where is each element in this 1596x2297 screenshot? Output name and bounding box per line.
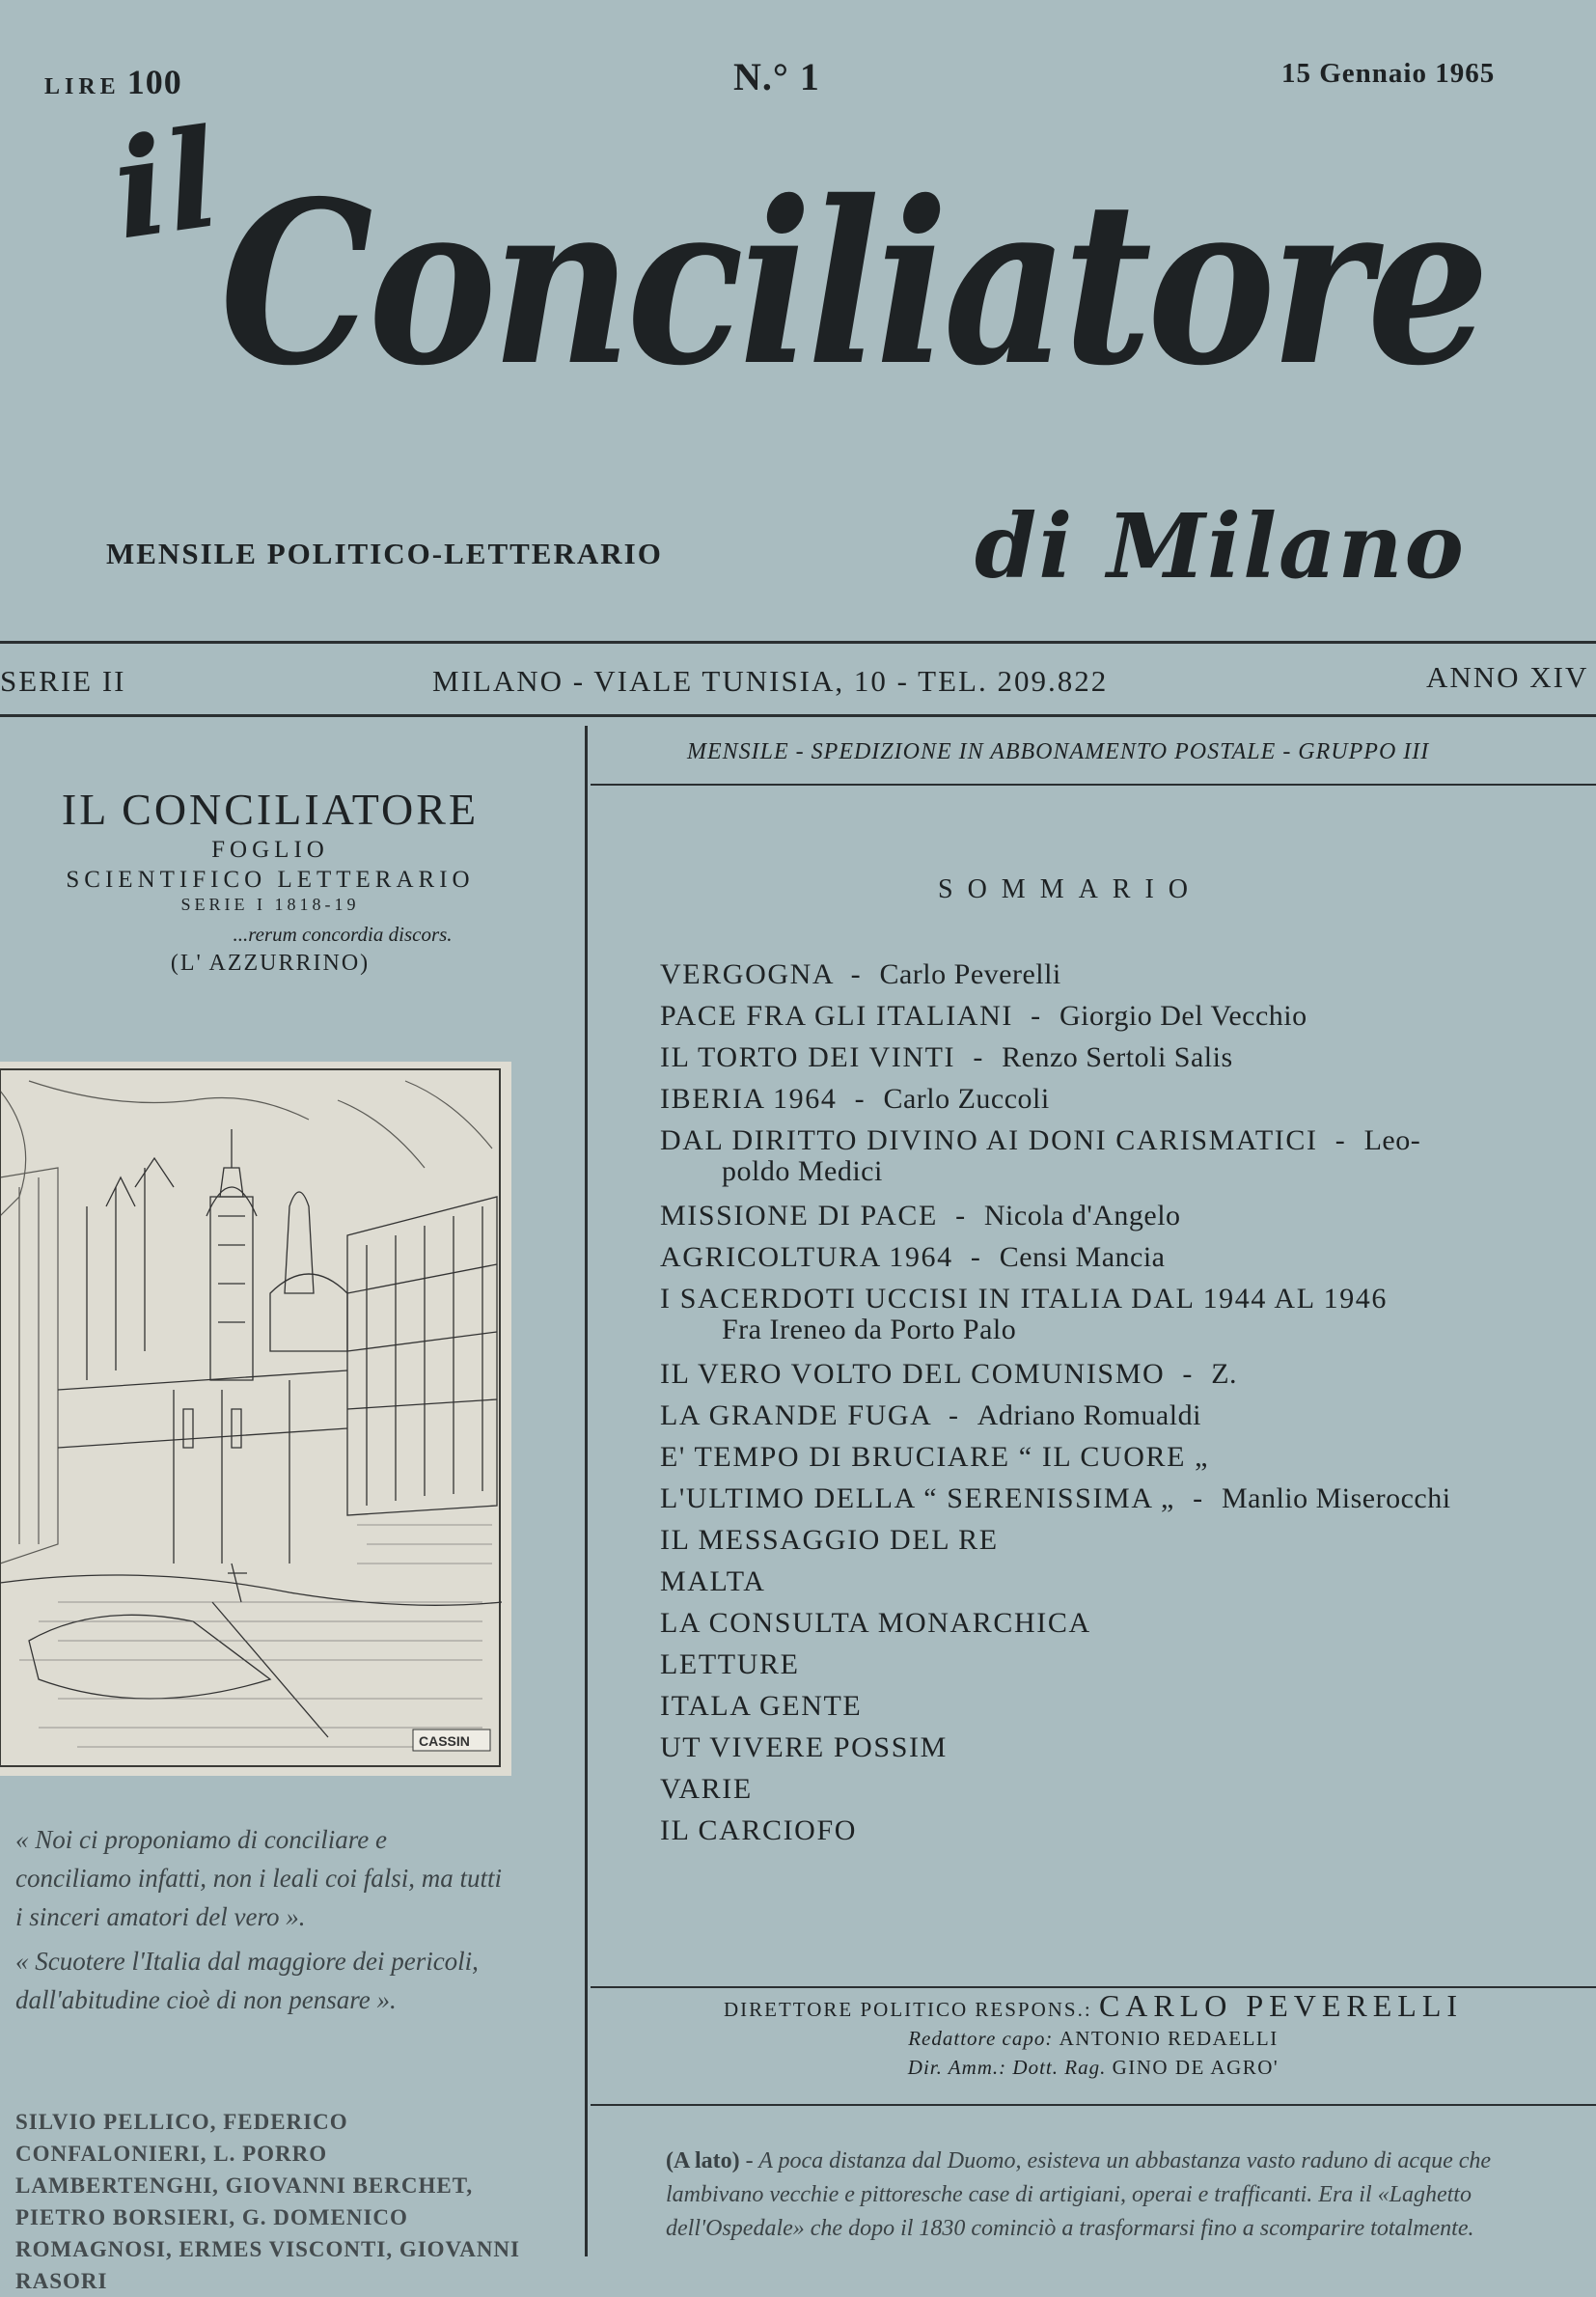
toc-item-title: IL TORTO DEI VINTI bbox=[660, 1041, 956, 1073]
toc-item-title: AGRICOLTURA 1964 bbox=[660, 1241, 953, 1273]
price-value: 100 bbox=[126, 63, 182, 101]
table-of-contents bbox=[660, 954, 1548, 1851]
editor-line bbox=[591, 2024, 1596, 2053]
toc-item-continuation: Fra Ireneo da Porto Palo bbox=[722, 1314, 1017, 1345]
toc-item-title: VERGOGNA bbox=[660, 958, 834, 990]
price bbox=[44, 62, 182, 102]
historic-azzurrino: (L' AZZURRINO) bbox=[170, 951, 371, 976]
toc-item-author: Nicola d'Angelo bbox=[983, 1200, 1181, 1232]
toc-item-author: Giorgio Del Vecchio bbox=[1059, 1000, 1307, 1032]
caption-label: (A lato) bbox=[666, 2148, 740, 2173]
toc-separator: - bbox=[1174, 1482, 1222, 1514]
toc-item-title: IL VERO VOLTO DEL COMUNISMO bbox=[660, 1358, 1166, 1390]
divider-top bbox=[0, 641, 1596, 644]
toc-item-author: Manlio Miserocchi bbox=[1221, 1482, 1451, 1514]
postal-note: MENSILE - SPEDIZIONE IN ABBONAMENTO POSTALE - GRUPPO III bbox=[687, 739, 1430, 764]
address-label: MILANO - VIALE TUNISIA, 10 - TEL. 209.822 bbox=[432, 664, 1109, 698]
toc-item-title: IL MESSAGGIO DEL RE bbox=[660, 1524, 999, 1556]
admin-name: GINO DE AGRO' bbox=[1112, 2056, 1280, 2079]
issue-number: N.° 1 bbox=[733, 55, 820, 98]
historic-line-3: SERIE I 1818-19 bbox=[180, 895, 360, 914]
toc-separator: - bbox=[955, 1041, 1003, 1073]
toc-item bbox=[660, 1644, 1548, 1685]
toc-item-title: LA CONSULTA MONARCHICA bbox=[660, 1607, 1091, 1639]
toc-separator: - bbox=[937, 1200, 984, 1232]
toc-item-author: Adriano Romualdi bbox=[977, 1399, 1201, 1431]
toc-item bbox=[660, 1395, 1548, 1436]
toc-item-title: VARIE bbox=[660, 1773, 753, 1805]
toc-item-continuation: poldo Medici bbox=[722, 1155, 883, 1187]
toc-item-author: Carlo Zuccoli bbox=[883, 1083, 1050, 1115]
toc-item bbox=[660, 1561, 1548, 1602]
divider-postal bbox=[591, 784, 1596, 786]
founders-names: SILVIO PELLICO, FEDERICO CONFALONIERI, L. PORRO LAMBERTENGHI, GIOVANNI BERCHET, PIETRO BORSIERI, G. DOMENICO ROMAGNOSI, ERMES VISCONTI, GIOVANNI RASORI bbox=[15, 2110, 520, 2293]
toc-item-author: Carlo Peverelli bbox=[879, 958, 1061, 990]
toc-item-title: UT VIVERE POSSIM bbox=[660, 1731, 948, 1763]
toc-item bbox=[660, 1602, 1548, 1644]
toc-item bbox=[660, 1436, 1548, 1478]
quotes-block bbox=[15, 1820, 508, 2019]
issue-date: 15 Gennaio 1965 bbox=[1281, 58, 1496, 89]
divider-caption bbox=[591, 2104, 1596, 2106]
left-column bbox=[0, 784, 540, 977]
quote-1: « Noi ci proponiamo di conciliare e conciliamo infatti, non i leali coi falsi, ma tutti i sinceri amatori del vero ». bbox=[15, 1825, 502, 1931]
toc-item bbox=[660, 1727, 1548, 1768]
toc-separator: - bbox=[1317, 1124, 1364, 1156]
newspaper-title: Conciliatore bbox=[220, 152, 1485, 415]
toc-item bbox=[660, 1685, 1548, 1727]
toc-item-title: IL CARCIOFO bbox=[660, 1814, 858, 1846]
toc-item-title: E' TEMPO DI BRUCIARE “ IL CUORE „ bbox=[660, 1441, 1210, 1473]
historic-title: IL CONCILIATORE bbox=[61, 785, 480, 834]
toc-item bbox=[660, 954, 1548, 995]
toc-item-author: Z. bbox=[1211, 1358, 1238, 1390]
toc-item bbox=[660, 1037, 1548, 1078]
toc-item bbox=[660, 995, 1548, 1037]
director-label: DIRETTORE POLITICO RESPONS.: bbox=[723, 1998, 1092, 2021]
toc-item bbox=[660, 1519, 1548, 1561]
historic-line-2: SCIENTIFICO LETTERARIO bbox=[66, 867, 475, 893]
toc-item-author: Renzo Sertoli Salis bbox=[1002, 1041, 1233, 1073]
director-line bbox=[591, 1988, 1596, 2024]
toc-item bbox=[660, 1478, 1548, 1519]
series-label: SERIE II bbox=[0, 664, 126, 698]
editor-label: Redattore capo: bbox=[908, 2027, 1054, 2050]
direction-block bbox=[591, 1988, 1596, 2082]
year-label: ANNO XIV bbox=[1426, 660, 1589, 694]
image-caption bbox=[666, 2145, 1534, 2246]
title-city: di Milano bbox=[975, 494, 1466, 598]
toc-item bbox=[660, 1810, 1548, 1851]
etching-drawing bbox=[0, 1062, 511, 1776]
price-label: LIRE bbox=[44, 74, 121, 99]
toc-item bbox=[660, 1078, 1548, 1120]
admin-label: Dir. Amm.: Dott. Rag. bbox=[907, 2056, 1107, 2079]
toc-separator: - bbox=[930, 1399, 977, 1431]
historic-line-1: FOGLIO bbox=[211, 837, 329, 863]
toc-item-author: Censi Mancia bbox=[999, 1241, 1166, 1273]
toc-separator: - bbox=[833, 958, 880, 990]
toc-separator: - bbox=[837, 1083, 884, 1115]
toc-separator: - bbox=[1012, 1000, 1059, 1032]
toc-item-author: Leo- bbox=[1363, 1124, 1421, 1156]
toc-item bbox=[660, 1353, 1548, 1395]
toc-item-title: L'ULTIMO DELLA “ SERENISSIMA „ bbox=[660, 1482, 1175, 1514]
historic-motto: ...rerum concordia discors. bbox=[233, 923, 453, 946]
director-name: CARLO PEVERELLI bbox=[1098, 1988, 1464, 2023]
toc-item-title: ITALA GENTE bbox=[660, 1690, 863, 1722]
toc-item bbox=[660, 1768, 1548, 1810]
toc-item-title: MALTA bbox=[660, 1565, 766, 1597]
toc-item-title: MISSIONE DI PACE bbox=[660, 1200, 938, 1232]
caption-text: - A poca distanza dal Duomo, esisteva un abbastanza vasto raduno di acque che lambivano vecchie e pittoresche case di artigiani, operai e trafficanti. Era il «Laghetto dell'Ospedale» che dopo il 1830 cominciò a trasformarsi fino a scomparire totalmente. bbox=[666, 2148, 1492, 2241]
toc-item bbox=[660, 1236, 1548, 1278]
toc-item bbox=[660, 1195, 1548, 1236]
title-article: il bbox=[104, 99, 229, 271]
etching-signature: CASSIN bbox=[419, 1733, 470, 1749]
toc-item-title: IBERIA 1964 bbox=[660, 1083, 838, 1115]
etching-illustration bbox=[0, 1062, 511, 1776]
toc-item-title: LETTURE bbox=[660, 1648, 800, 1680]
toc-separator: - bbox=[952, 1241, 1000, 1273]
toc-item-title: I SACERDOTI UCCISI IN ITALIA DAL 1944 AL 1946 bbox=[660, 1283, 1389, 1315]
toc-separator: - bbox=[1165, 1358, 1212, 1390]
editor-name: ANTONIO REDAELLI bbox=[1059, 2027, 1279, 2050]
toc-item-title: LA GRANDE FUGA bbox=[660, 1399, 931, 1431]
divider-info bbox=[0, 714, 1596, 717]
sommario-heading: SOMMARIO bbox=[938, 874, 1203, 904]
quote-2: « Scuotere l'Italia dal maggiore dei pericoli, dall'abitudine cioè di non pensare ». bbox=[15, 1947, 479, 2014]
toc-item-title: DAL DIRITTO DIVINO AI DONI CARISMATICI bbox=[660, 1124, 1318, 1156]
toc-item-title: PACE FRA GLI ITALIANI bbox=[660, 1000, 1013, 1032]
column-divider bbox=[585, 726, 588, 2256]
admin-line bbox=[591, 2053, 1596, 2082]
newspaper-subtitle: MENSILE POLITICO-LETTERARIO bbox=[106, 537, 663, 570]
